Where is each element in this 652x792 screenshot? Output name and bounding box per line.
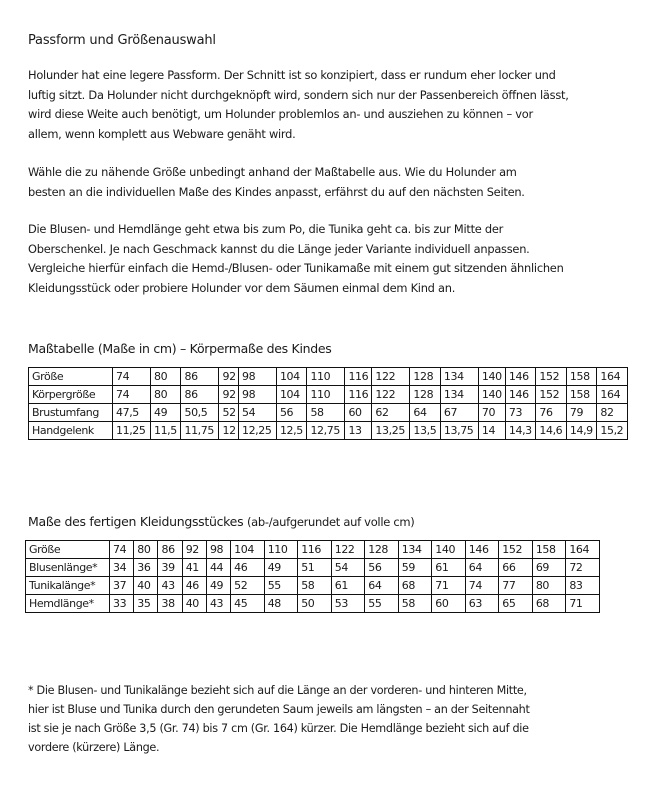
value-cell: 12 [219,422,239,440]
value-cell: 38 [158,595,182,613]
size-cell: 74 [113,368,151,386]
value-cell: 33 [110,595,134,613]
value-cell: 64 [410,404,441,422]
value-cell: 40 [182,595,206,613]
value-cell: 86 [181,386,219,404]
value-cell: 134 [440,386,478,404]
size-cell: 140 [478,368,505,386]
row-label: Tunikalänge* [26,577,110,595]
size-cell: 104 [276,368,307,386]
value-cell: 13,75 [440,422,478,440]
value-cell: 110 [307,386,345,404]
value-cell: 54 [331,559,365,577]
garment-title-note: (ab-/aufgerundet auf volle cm) [246,515,415,529]
value-cell: 14,3 [505,422,536,440]
value-cell: 47,5 [113,404,151,422]
value-cell: 68 [398,577,432,595]
size-cell: 164 [597,368,628,386]
value-cell: 58 [398,595,432,613]
page-title: Passform und Größenauswahl [28,33,216,48]
value-cell: 39 [158,559,182,577]
value-cell: 35 [134,595,158,613]
value-cell: 59 [398,559,432,577]
size-cell: 116 [298,541,332,559]
size-cell: 80 [150,368,181,386]
value-cell: 158 [566,386,597,404]
body-measurements-table [28,367,628,440]
value-cell: 56 [276,404,307,422]
value-cell: 164 [597,386,628,404]
garment-title-main: Maße des fertigen Kleidungsstückes [28,514,244,529]
row-label: Handgelenk [29,422,113,440]
size-cell: 110 [264,541,298,559]
row-label: Blusenlänge* [26,559,110,577]
table-row [29,404,628,422]
text-line: ist sie je nach Größe 3,5 (Gr. 74) bis 7 cm (Gr. 164) kürzer. Die Hemdlänge bezieht sich auf die [28,722,529,735]
text-line: allem, wenn komplett aus Webware genäht wird. [28,126,296,141]
size-cell: 116 [345,368,372,386]
value-cell: 64 [465,559,499,577]
paragraph-lengths [28,220,628,298]
table-row [26,577,600,595]
garment-measurements-title [28,514,414,529]
value-cell: 11,25 [113,422,151,440]
value-cell: 62 [372,404,410,422]
size-cell: 146 [505,368,536,386]
size-cell: 146 [465,541,499,559]
value-cell: 83 [566,577,600,595]
value-cell: 43 [158,577,182,595]
value-cell: 63 [465,595,499,613]
value-cell: 61 [331,577,365,595]
value-cell: 50 [298,595,332,613]
size-cell: 104 [231,541,265,559]
value-cell: 14,9 [566,422,597,440]
value-cell: 14,6 [536,422,567,440]
value-cell: 61 [432,559,466,577]
row-label: Brustumfang [29,404,113,422]
value-cell: 104 [276,386,307,404]
value-cell: 12,25 [238,422,276,440]
value-cell: 152 [536,386,567,404]
text-line: wird diese Weite auch benötigt, um Holunder problemlos an- und ausziehen zu können – vor [28,107,533,121]
value-cell: 80 [532,577,566,595]
value-cell: 60 [432,595,466,613]
value-cell: 52 [219,404,239,422]
value-cell: 98 [238,386,276,404]
header-label: Größe [29,368,113,386]
value-cell: 43 [206,595,230,613]
text-line: luftig sitzt. Da Holunder nicht durchgeknöpft wird, sondern sich nur der Passenbereich öffnen lässt, [28,87,569,102]
value-cell: 68 [532,595,566,613]
row-label: Hemdlänge* [26,595,110,613]
text-line: hier ist Bluse und Tunika durch den gerundeten Saum jeweils am längsten – an der Seitennaht [28,703,530,716]
size-cell: 128 [410,368,441,386]
value-cell: 41 [182,559,206,577]
value-cell: 73 [505,404,536,422]
text-line: Die Blusen- und Hemdlänge geht etwa bis zum Po, die Tunika geht ca. bis zur Mitte der [28,222,504,236]
text-line: Kleidungsstück oder probiere Holunder vor dem Säumen einmal dem Kind an. [28,280,456,295]
text-line: Vergleiche hierfür einfach die Hemd-/Blusen- oder Tunikamaße mit einem gut sitzenden ähnlichen [28,261,564,275]
paragraph-size-choice [28,163,628,202]
value-cell: 74 [465,577,499,595]
value-cell: 82 [597,404,628,422]
size-cell: 80 [134,541,158,559]
row-label: Körpergröße [29,386,113,404]
value-cell: 34 [110,559,134,577]
value-cell: 80 [150,386,181,404]
table-header-row [26,541,600,559]
size-cell: 140 [432,541,466,559]
value-cell: 15,2 [597,422,628,440]
value-cell: 53 [331,595,365,613]
value-cell: 13 [345,422,372,440]
size-cell: 122 [331,541,365,559]
value-cell: 92 [219,386,239,404]
value-cell: 45 [231,595,265,613]
value-cell: 70 [478,404,505,422]
value-cell: 36 [134,559,158,577]
value-cell: 128 [410,386,441,404]
table-row [29,422,628,440]
footnote [28,681,638,757]
paragraph-fit [28,66,628,144]
header-label: Größe [26,541,110,559]
size-cell: 152 [499,541,533,559]
size-cell: 128 [365,541,399,559]
size-cell: 110 [307,368,345,386]
value-cell: 122 [372,386,410,404]
value-cell: 76 [536,404,567,422]
text-line: Oberschenkel. Je nach Geschmack kannst du die Länge jeder Variante individuell anpassen. [28,241,530,256]
size-cell: 134 [398,541,432,559]
size-cell: 152 [536,368,567,386]
size-cell: 86 [158,541,182,559]
garment-measurements-table [25,540,600,613]
size-cell: 98 [206,541,230,559]
value-cell: 65 [499,595,533,613]
table-row [26,559,600,577]
body-measurements-title: Maßtabelle (Maße in cm) – Körpermaße des Kindes [28,341,332,356]
value-cell: 67 [440,404,478,422]
table-header-row [29,368,628,386]
value-cell: 46 [182,577,206,595]
value-cell: 14 [478,422,505,440]
value-cell: 77 [499,577,533,595]
size-cell: 98 [238,368,276,386]
value-cell: 44 [206,559,230,577]
size-cell: 158 [532,541,566,559]
value-cell: 37 [110,577,134,595]
value-cell: 49 [150,404,181,422]
value-cell: 51 [298,559,332,577]
value-cell: 64 [365,577,399,595]
value-cell: 56 [365,559,399,577]
value-cell: 12,75 [307,422,345,440]
value-cell: 71 [566,595,600,613]
size-cell: 86 [181,368,219,386]
value-cell: 13,25 [372,422,410,440]
value-cell: 11,5 [150,422,181,440]
value-cell: 13,5 [410,422,441,440]
size-cell: 92 [219,368,239,386]
value-cell: 11,75 [181,422,219,440]
text-line: Holunder hat eine legere Passform. Der Schnitt ist so konzipiert, dass er rundum eher locker und [28,68,556,82]
size-cell: 134 [440,368,478,386]
value-cell: 50,5 [181,404,219,422]
value-cell: 49 [264,559,298,577]
text-line: vordere (kürzere) Länge. [28,741,160,754]
value-cell: 54 [238,404,276,422]
text-line: * Die Blusen- und Tunikalänge bezieht sich auf die Länge an der vorderen- und hinteren Mitte, [28,684,527,697]
value-cell: 58 [298,577,332,595]
value-cell: 48 [264,595,298,613]
value-cell: 74 [113,386,151,404]
size-cell: 164 [566,541,600,559]
value-cell: 69 [532,559,566,577]
value-cell: 60 [345,404,372,422]
size-cell: 158 [566,368,597,386]
value-cell: 116 [345,386,372,404]
table-row [29,386,628,404]
value-cell: 79 [566,404,597,422]
table-row [26,595,600,613]
text-line: Wähle die zu nähende Größe unbedingt anhand der Maßtabelle aus. Wie du Holunder am [28,165,517,179]
value-cell: 72 [566,559,600,577]
value-cell: 66 [499,559,533,577]
value-cell: 12,5 [276,422,307,440]
value-cell: 71 [432,577,466,595]
value-cell: 55 [264,577,298,595]
value-cell: 46 [231,559,265,577]
value-cell: 146 [505,386,536,404]
value-cell: 58 [307,404,345,422]
size-cell: 74 [110,541,134,559]
size-cell: 92 [182,541,206,559]
value-cell: 49 [206,577,230,595]
value-cell: 40 [134,577,158,595]
value-cell: 52 [231,577,265,595]
value-cell: 55 [365,595,399,613]
size-cell: 122 [372,368,410,386]
text-line: besten an die individuellen Maße des Kindes anpasst, erfährst du auf den nächsten Seiten. [28,184,525,199]
value-cell: 140 [478,386,505,404]
